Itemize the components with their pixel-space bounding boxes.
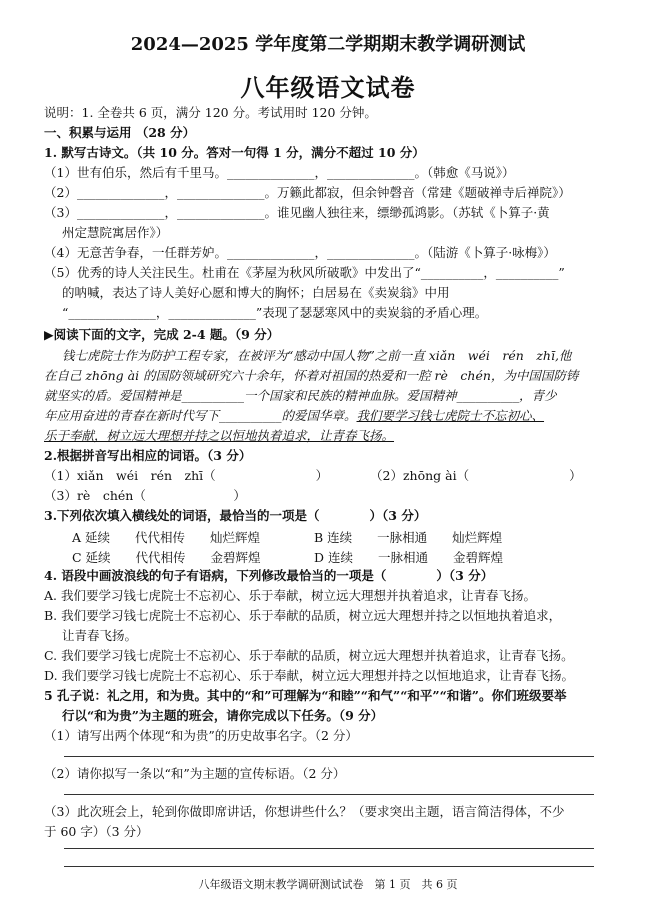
q1-item-5: （5）优秀的诗人关注民生。杜甫在《茅屋为秋风所破歌》中发出了“__________，__________” bbox=[44, 265, 565, 280]
q4-option-c: C. 我们要学习钱七虎院士不忘初心、乐于奉献的品质，树立远大理想并执着追求，让青春飞扬。 bbox=[44, 648, 574, 663]
answer-line bbox=[64, 756, 594, 757]
answer-line bbox=[64, 848, 594, 849]
q3-option-c: C 延续 代代相传 金碧辉煌 bbox=[72, 550, 261, 565]
q1-item-3: （3）______________，______________。谁见幽人独往来，缥缈孤鸿影。（苏轼《卜算子·黄 bbox=[44, 205, 550, 220]
q3-option-d: D 连续 一脉相通 金碧辉煌 bbox=[314, 550, 503, 565]
reading-line-3: 就坚实的盾。爱国精神是__________一个国家和民族的精神血脉。爱国精神__________，青少 bbox=[44, 388, 557, 403]
wavy-sentence-part-1: 我们要学习钱七虎院士不忘初心、 bbox=[356, 408, 545, 423]
q5-heading: 5 孔子说：礼之用，和为贵。其中的“和”可理解为“和睦”“和气”“和平”“和谐”。你们班级要举 bbox=[44, 688, 567, 703]
instructions: 说明：1. 全卷共 6 页，满分 120 分。考试用时 120 分钟。 bbox=[44, 105, 377, 120]
q1-item-1: （1）世有伯乐，然后有千里马。______________，______________。（韩愈《马说》） bbox=[44, 165, 515, 180]
q2-item-1: （1）xiǎn wéi rén zhī（ ） bbox=[44, 468, 329, 483]
exam-subtitle: 八年级语文试卷 bbox=[240, 73, 416, 102]
q4-heading: 4. 语段中画波浪线的句子有语病，下列修改最恰当的一项是（ ）（3 分） bbox=[44, 568, 494, 583]
page-footer: 八年级语文期末教学调研测试试卷 第 1 页 共 6 页 bbox=[198, 878, 458, 891]
q5-sub-3: （3）此次班会上，轮到你做即席讲话，你想讲些什么？（要求突出主题，语言简洁得体，不少 bbox=[44, 804, 565, 819]
q5-sub-2: （2）请你拟写一条以“和”为主题的宣传标语。（2 分） bbox=[44, 766, 346, 781]
q1-item-3-cont: 州定慧院寓居作》） bbox=[62, 225, 169, 240]
reading-line-4 bbox=[44, 408, 544, 424]
q5-heading-cont: 行以“和为贵”为主题的班会，请你完成以下任务。（9 分） bbox=[62, 708, 384, 723]
q4-option-a: A. 我们要学习钱七虎院士不忘初心、乐于奉献，树立远大理想并执着追求，让青春飞扬。 bbox=[44, 588, 536, 603]
q3-option-a: A 延续 代代相传 灿烂辉煌 bbox=[72, 530, 261, 545]
q5-sub-1: （1）请写出两个体现“和为贵”的历史故事名字。（2 分） bbox=[44, 728, 358, 743]
q2-item-2: （2）zhōng ài（ ） bbox=[370, 468, 582, 483]
q1-item-5-cont: 的呐喊，表达了诗人美好心愿和博大的胸怀；白居易在《卖炭翁》中用 bbox=[62, 285, 450, 300]
reading-heading: ▶阅读下面的文字，完成 2-4 题。（9 分） bbox=[44, 327, 280, 342]
q1-item-5-cont2: “______________，______________”表现了瑟瑟寒风中的卖炭翁的矛盾心理。 bbox=[62, 305, 488, 320]
answer-line bbox=[64, 794, 594, 795]
reading-line-4-text: 年应用奋进的青春在新时代写下__________的爱国华章。 bbox=[44, 408, 357, 423]
q2-heading: 2.根据拼音写出相应的词语。（3 分） bbox=[44, 448, 252, 463]
q1-item-4: （4）无意苦争春，一任群芳妒。______________，______________。（陆游《卜算子·咏梅》） bbox=[44, 245, 556, 260]
q2-item-3: （3）rè chén（ ） bbox=[44, 488, 246, 503]
q3-heading: 3.下列依次填入横线处的词语，最恰当的一项是（ ）（3 分） bbox=[44, 508, 427, 523]
q1-heading: 1. 默写古诗文。（共 10 分。答对一句得 1 分，满分不超过 10 分） bbox=[44, 145, 425, 160]
answer-line bbox=[64, 866, 594, 867]
q3-option-b: B 连续 一脉相通 灿烂辉煌 bbox=[314, 530, 503, 545]
q4-option-b: B. 我们要学习钱七虎院士不忘初心、乐于奉献的品质，树立远大理想并持之以恒地执着追求， bbox=[44, 608, 562, 623]
reading-line-1: 钱七虎院士作为防护工程专家，在被评为“感动中国人物”之前一直 xiǎn wéi rén zhī,他 bbox=[62, 348, 572, 363]
exam-title: 2024—2025 学年度第二学期期末教学调研测试 bbox=[130, 34, 526, 55]
reading-line-2: 在自己 zhōng ài 的国防领域研究六十余年，怀着对祖国的热爱和一腔 rè chén，为中国国防铸 bbox=[44, 368, 579, 383]
q5-sub-3-cont: 于 60 字）（3 分） bbox=[44, 824, 149, 839]
q1-item-2: （2）______________，______________。万籁此都寂，但余钟磬音（常建《题破禅寺后禅院》） bbox=[44, 185, 571, 200]
section-heading: 一、积累与运用 （28 分） bbox=[44, 125, 196, 140]
wavy-sentence-part-2: 乐于奉献，树立远大理想并持之以恒地执着追求，让青春飞扬。 bbox=[44, 428, 395, 443]
q4-option-b-cont: 让青春飞扬。 bbox=[62, 628, 138, 643]
q4-option-d: D. 我们要学习钱七虎院士不忘初心、乐于奉献，树立远大理想并持之以恒地追求，让青春飞扬。 bbox=[44, 668, 575, 683]
